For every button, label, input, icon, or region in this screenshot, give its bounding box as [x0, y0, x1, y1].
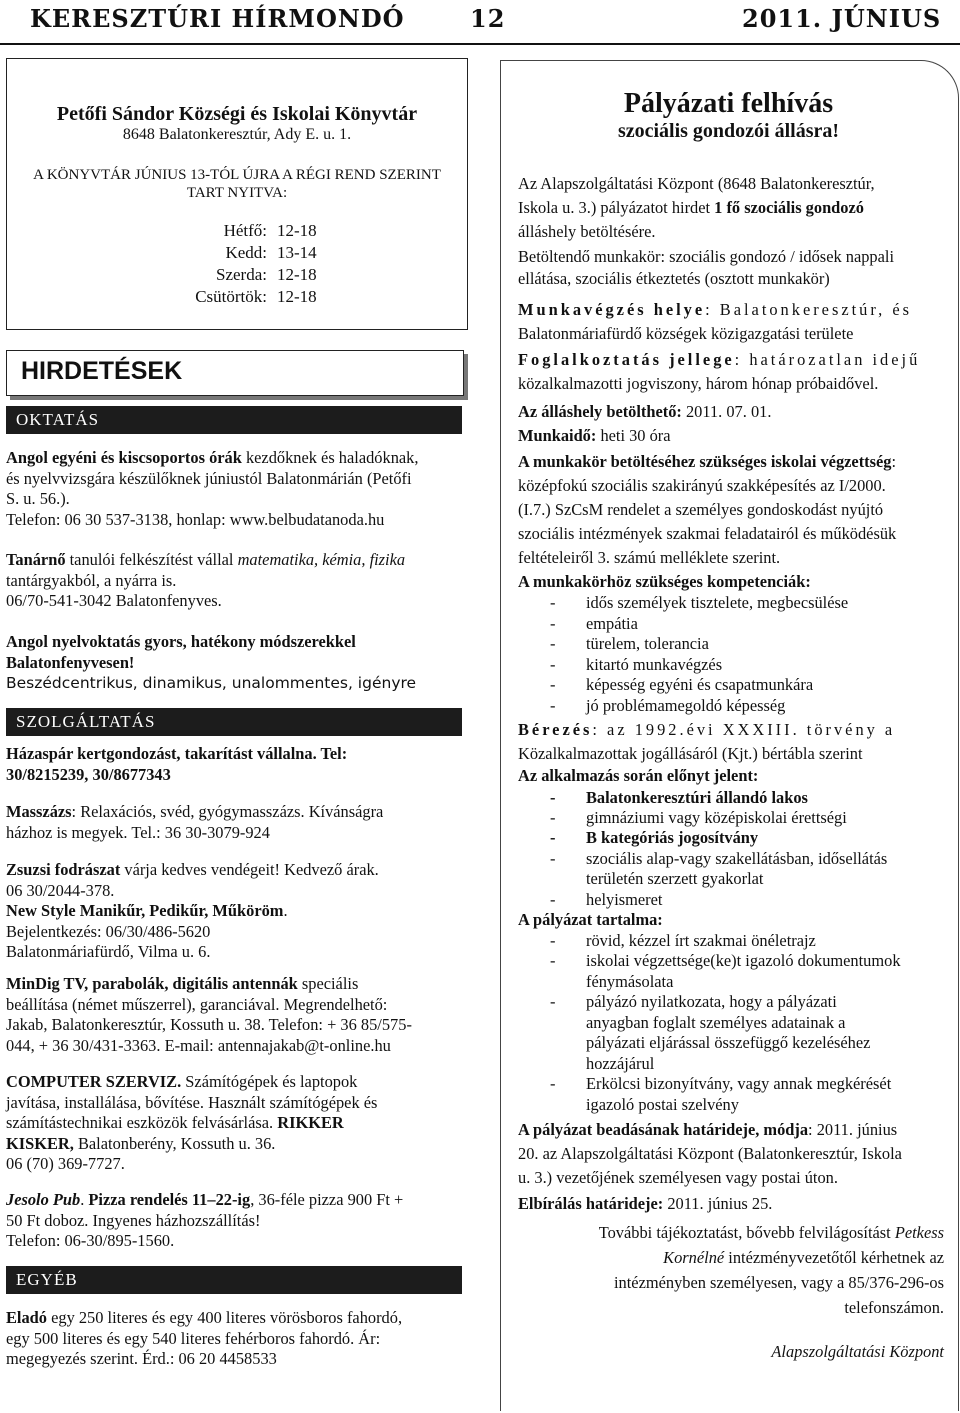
ad-bold: COMPUTER SZERVIZ. [6, 1072, 182, 1091]
hours-time: 12-18 [277, 221, 317, 240]
ad-contact: Telefon: 06-30/895-1560. [6, 1231, 175, 1250]
library-title: Petőfi Sándor Községi és Iskolai Könyvtár [56, 103, 418, 125]
section-label: EGYÉB [16, 1270, 78, 1289]
ad-contact: 06 30/2044-378. [6, 880, 115, 900]
ad-bold: 30/8215239, 30/8677343 [6, 764, 171, 784]
page-header [0, 0, 960, 44]
job-start [518, 400, 944, 448]
ad-contact: 044, + 36 30/431-3363. E-mail: antennajakab@t-online.hu [6, 1035, 391, 1055]
job-text: : határozatlan idejű [734, 350, 921, 369]
job-text: Iskola u. 3.) pályázatot hirdet [518, 198, 715, 217]
job-text: Betöltendő munkakör: szociális gondozó / idősek nappali [518, 247, 895, 266]
ad-text: Számítógépek és laptopok [181, 1072, 358, 1091]
section-bar-oktatas [6, 406, 462, 434]
job-decision-date [518, 1194, 944, 1215]
job-text: ellátása, szociális étkeztetés (osztott munkakör) [518, 269, 830, 288]
list-item-text: jó problémamegoldó képesség [586, 696, 786, 715]
job-bold: Munkaidő: [518, 426, 597, 445]
job-competencies-label: A munkakörhöz szükséges kompetenciák: [518, 572, 811, 591]
ad-bold: Pizza rendelés 11–22-ig [88, 1190, 251, 1209]
ad-angol [6, 448, 462, 530]
ad-zsuzsi [6, 860, 462, 963]
list-item-text: hozzájárul [586, 1054, 655, 1073]
hours-time: 13-14 [277, 243, 317, 262]
ad-bold: Angol nyelvoktatás gyors, hatékony módszerekkel [6, 632, 356, 651]
ad-text: Balatonmáriafürdő, Vilma u. 6. [6, 942, 211, 961]
job-text: középfokú szociális szakirányú szakképesítés az I/2000. [518, 476, 886, 495]
job-text: intézményvezetőtől kérhetnek az [724, 1248, 944, 1267]
hours-time: 12-18 [277, 265, 317, 284]
library-box [6, 58, 468, 330]
job-text: Az Alapszolgáltatási Központ (8648 Balatonkeresztúr, [518, 174, 875, 193]
ad-bold: Balatonfenyvesen! [6, 652, 135, 672]
job-text: u. 3.) vezetőjének személyesen vagy postai úton. [518, 1168, 838, 1187]
section-label: SZOLGÁLTATÁS [16, 712, 156, 731]
job-text: : 2011. június [808, 1120, 898, 1139]
list-item-text: pályázati eljárással összefüggő kezeléséhez [586, 1033, 871, 1052]
ad-contact: 06/70-541-3042 Balatonfenyves. [6, 591, 222, 610]
ad-masszazs [6, 802, 462, 843]
job-text: 2011. 07. 01. [681, 402, 772, 421]
ads-heading-box [6, 350, 464, 396]
job-text: telefonszámon. [844, 1298, 944, 1317]
list-item-text: iskolai végzettsége(ke)t igazoló dokumentumok [586, 951, 901, 970]
job-signature: Alapszolgáltatási Központ [771, 1342, 944, 1361]
ad-computer [6, 1072, 462, 1175]
job-text: Közalkalmazottak jogállásáról (Kjt.) bértábla szerint [518, 744, 863, 763]
ad-text: javítása, installálása, bővítése. Használt számítógépek és [6, 1092, 378, 1112]
opening-hours [157, 221, 357, 309]
job-bold: A munkakör betöltéséhez szükséges iskolai végzettség [518, 452, 892, 471]
ad-bold: Masszázs [6, 802, 72, 821]
job-text: Balatonmáriafürdő községek közigazgatási területe [518, 324, 854, 343]
ad-nyelv [6, 632, 462, 694]
ad-text: Jakab, Balatonkeresztúr, Kossuth u. 38. Telefon: + 36 85/575- [6, 1015, 412, 1034]
job-bold: Munkavégzés helye [518, 300, 706, 319]
ad-bold: MinDig TV, parabolák, digitális antennák [6, 974, 298, 993]
job-intro [518, 172, 944, 244]
list-item-text: fénymásolata [586, 972, 674, 991]
section-label: OKTATÁS [16, 410, 100, 429]
list-item-text: helyismeret [586, 890, 663, 909]
job-bold: A pályázat beadásának határideje, módja [518, 1120, 809, 1139]
newspaper-title: KERESZTÚRI HÍRMONDÓ [30, 4, 405, 33]
ad-contact: megegyezés szerint. Érd.: 06 20 4458533 [6, 1349, 277, 1368]
ad-bold: New Style Manikűr, Pedikűr, Műköröm [6, 901, 284, 920]
issue-date: 2011. JÚNIUS [742, 4, 942, 33]
list-item-text: idős személyek tisztelete, megbecsülése [586, 593, 849, 612]
job-text: : az 1992.évi XXXIII. törvény a [592, 720, 896, 739]
list-item-text: gimnáziumi vagy középiskolai érettségi [586, 808, 847, 827]
job-bold: Elbírálás határideje: [518, 1194, 664, 1213]
job-info [518, 1220, 944, 1320]
list-item-text: kitartó munkavégzés [586, 655, 723, 674]
library-notice-1: A KÖNYVTÁR JÚNIUS 13-TÓL ÚJRA A RÉGI REND SZERINT [33, 167, 441, 183]
job-location [518, 298, 944, 346]
ad-contact: Telefon: 06 30 537-3138, honlap: www.belbudatanoda.hu [6, 509, 385, 529]
ad-text: egy 250 literes és egy 400 literes vörösboros fahordó, [47, 1308, 403, 1327]
hours-day: Kedd: [225, 243, 267, 262]
job-text: 2011. június 25. [663, 1194, 773, 1213]
list-item-text: Erkölcsi bizonyítvány, vagy annak megkérését [586, 1074, 892, 1093]
job-italic: Kornélné [663, 1248, 725, 1267]
job-text: 20. az Alapszolgáltatási Központ (Balatonkeresztúr, Iskola [518, 1144, 902, 1163]
ad-bold: Zsuzsi fodrászat [6, 860, 121, 879]
ad-bold: RIKKER [277, 1113, 344, 1132]
job-position [518, 246, 944, 290]
ad-text: kezdőknek és haladóknak, [241, 448, 419, 467]
ad-bold: Eladó [6, 1308, 47, 1327]
ad-text: és nyelvvizsgára készülőknek júniustól Balatonmárián (Petőfi [6, 468, 412, 488]
ad-contact: 06 (70) 369-7727. [6, 1154, 125, 1173]
job-italic: Petkess [894, 1223, 944, 1242]
list-item-text: empátia [586, 614, 638, 633]
list-item-text: igazoló postai szelvény [586, 1095, 739, 1114]
list-item-text: B kategóriás jogosítvány [586, 828, 759, 847]
ad-text: egy 500 literes és egy 540 literes fehérboros fahordó. Ár: [6, 1328, 381, 1348]
list-item-text: területén szerzett gyakorlat [586, 869, 764, 888]
section-bar-szolgaltatas [6, 708, 462, 736]
job-deadline [518, 1118, 944, 1190]
ad-text: : Relaxációs, svéd, gyógymasszázs. Kívánságra [71, 802, 384, 821]
ads-heading: HIRDETÉSEK [21, 357, 183, 385]
list-item-text: Balatonkeresztúri állandó lakos [586, 788, 808, 807]
ad-text: tanulói felkészítést vállal [65, 550, 238, 569]
ad-bold: KISKER, [6, 1133, 74, 1153]
ad-elado [6, 1308, 462, 1370]
hours-time: 12-18 [277, 287, 317, 306]
job-text: szociális intézmények szakmai feladatairól és működésük [518, 524, 897, 543]
ad-text: . [283, 901, 288, 920]
ad-contact: Bejelentkezés: 06/30/486-5620 [6, 921, 211, 941]
ad-bold: Angol egyéni és kiscsoportos órák [6, 448, 242, 467]
ad-text: speciális [297, 974, 359, 993]
ad-italic: matematika, kémia, fizika [237, 550, 406, 569]
ad-tanarno [6, 550, 462, 612]
page-number: 12 [470, 4, 506, 33]
ad-text: 50 Ft doboz. Ingyenes házhozszállítás! [6, 1210, 261, 1230]
job-education [518, 450, 944, 570]
section-bar-egyeb [6, 1266, 462, 1294]
list-item-text: anyagban foglalt személyes adatainak a [586, 1013, 846, 1032]
job-text: : Balatonkeresztúr, és [705, 300, 913, 319]
ad-mindig [6, 974, 462, 1056]
list-item-text: képesség egyéni és csapatmunkára [586, 675, 814, 694]
hours-day: Szerda: [216, 265, 267, 284]
job-text: intézményben személyesen, vagy a 85/376-296-os [614, 1273, 944, 1292]
list-item-text: szociális alap-vagy szakellátásban, idősellátás [586, 849, 888, 868]
job-salary [518, 718, 944, 766]
job-text: : [891, 452, 897, 471]
job-bold: Bérezés [518, 720, 593, 739]
job-text: feltételeiről 3. számú melléklete szerint. [518, 548, 781, 567]
ad-text: Balatonberény, Kossuth u. 36. [73, 1133, 276, 1153]
job-type [518, 348, 944, 396]
library-address: 8648 Balatonkeresztúr, Ady E. u. 1. [122, 126, 352, 143]
library-notice-2: TART NYITVA: [186, 185, 288, 201]
hours-day: Csütörtök: [195, 287, 267, 306]
ad-bold: Házaspár kertgondozást, takarítást vállalna. Tel: [6, 744, 348, 763]
list-item-text: türelem, tolerancia [586, 634, 709, 653]
ad-bold: Jesolo Pub [6, 1190, 81, 1209]
list-item-text: rövid, kézzel írt szakmai önéletrajz [586, 931, 816, 950]
ad-text: tantárgyakból, a nyárra is. [6, 570, 177, 590]
ad-hazaspar [6, 744, 462, 785]
ad-jesolo [6, 1190, 462, 1252]
job-title: Pályázati felhívás [623, 88, 834, 119]
job-text: álláshely betöltésére. [518, 222, 656, 241]
job-bold: 1 fő szociális gondozó [714, 198, 864, 217]
job-content-label: A pályázat tartalma: [518, 910, 663, 929]
ad-text: beállítása (német műszerrel), garanciával. Megrendelhető: [6, 994, 388, 1014]
job-bold: Az álláshely betölthető: [518, 402, 682, 421]
hours-day: Hétfő: [223, 221, 267, 240]
ad-text: számítástechnikai eszközök felvásárlása. [6, 1113, 278, 1132]
job-advantage-label: Az alkalmazás során előnyt jelent: [518, 766, 759, 785]
ad-text: . [80, 1190, 89, 1209]
job-text: heti 30 óra [596, 426, 671, 445]
job-text: További tájékoztatást, bővebb felvilágosítást [598, 1223, 895, 1242]
job-text: (I.7.) SzCsM rendelet a személyes gondoskodást nyújtó [518, 500, 884, 519]
ad-text: , 36-féle pizza 900 Ft + [250, 1190, 404, 1209]
ad-text: várja kedves vendégeit! Kedvező árak. [120, 860, 379, 879]
ad-text: Beszédcentrikus, dinamikus, unalommentes, igényre [6, 674, 417, 692]
ad-text: S. u. 56.). [6, 489, 70, 508]
job-subtitle: szociális gondozói állásra! [617, 120, 840, 142]
header-rule [0, 43, 960, 45]
ad-bold: Tanárnő [6, 550, 66, 569]
ad-contact: házhoz is megyek. Tel.: 36 30-3079-924 [6, 822, 270, 842]
job-bold: Foglalkoztatás jellege [518, 350, 735, 369]
job-text: közalkalmazotti jogviszony, három hónap próbaidővel. [518, 374, 879, 393]
list-item-text: pályázó nyilatkozata, hogy a pályázati [586, 992, 837, 1011]
